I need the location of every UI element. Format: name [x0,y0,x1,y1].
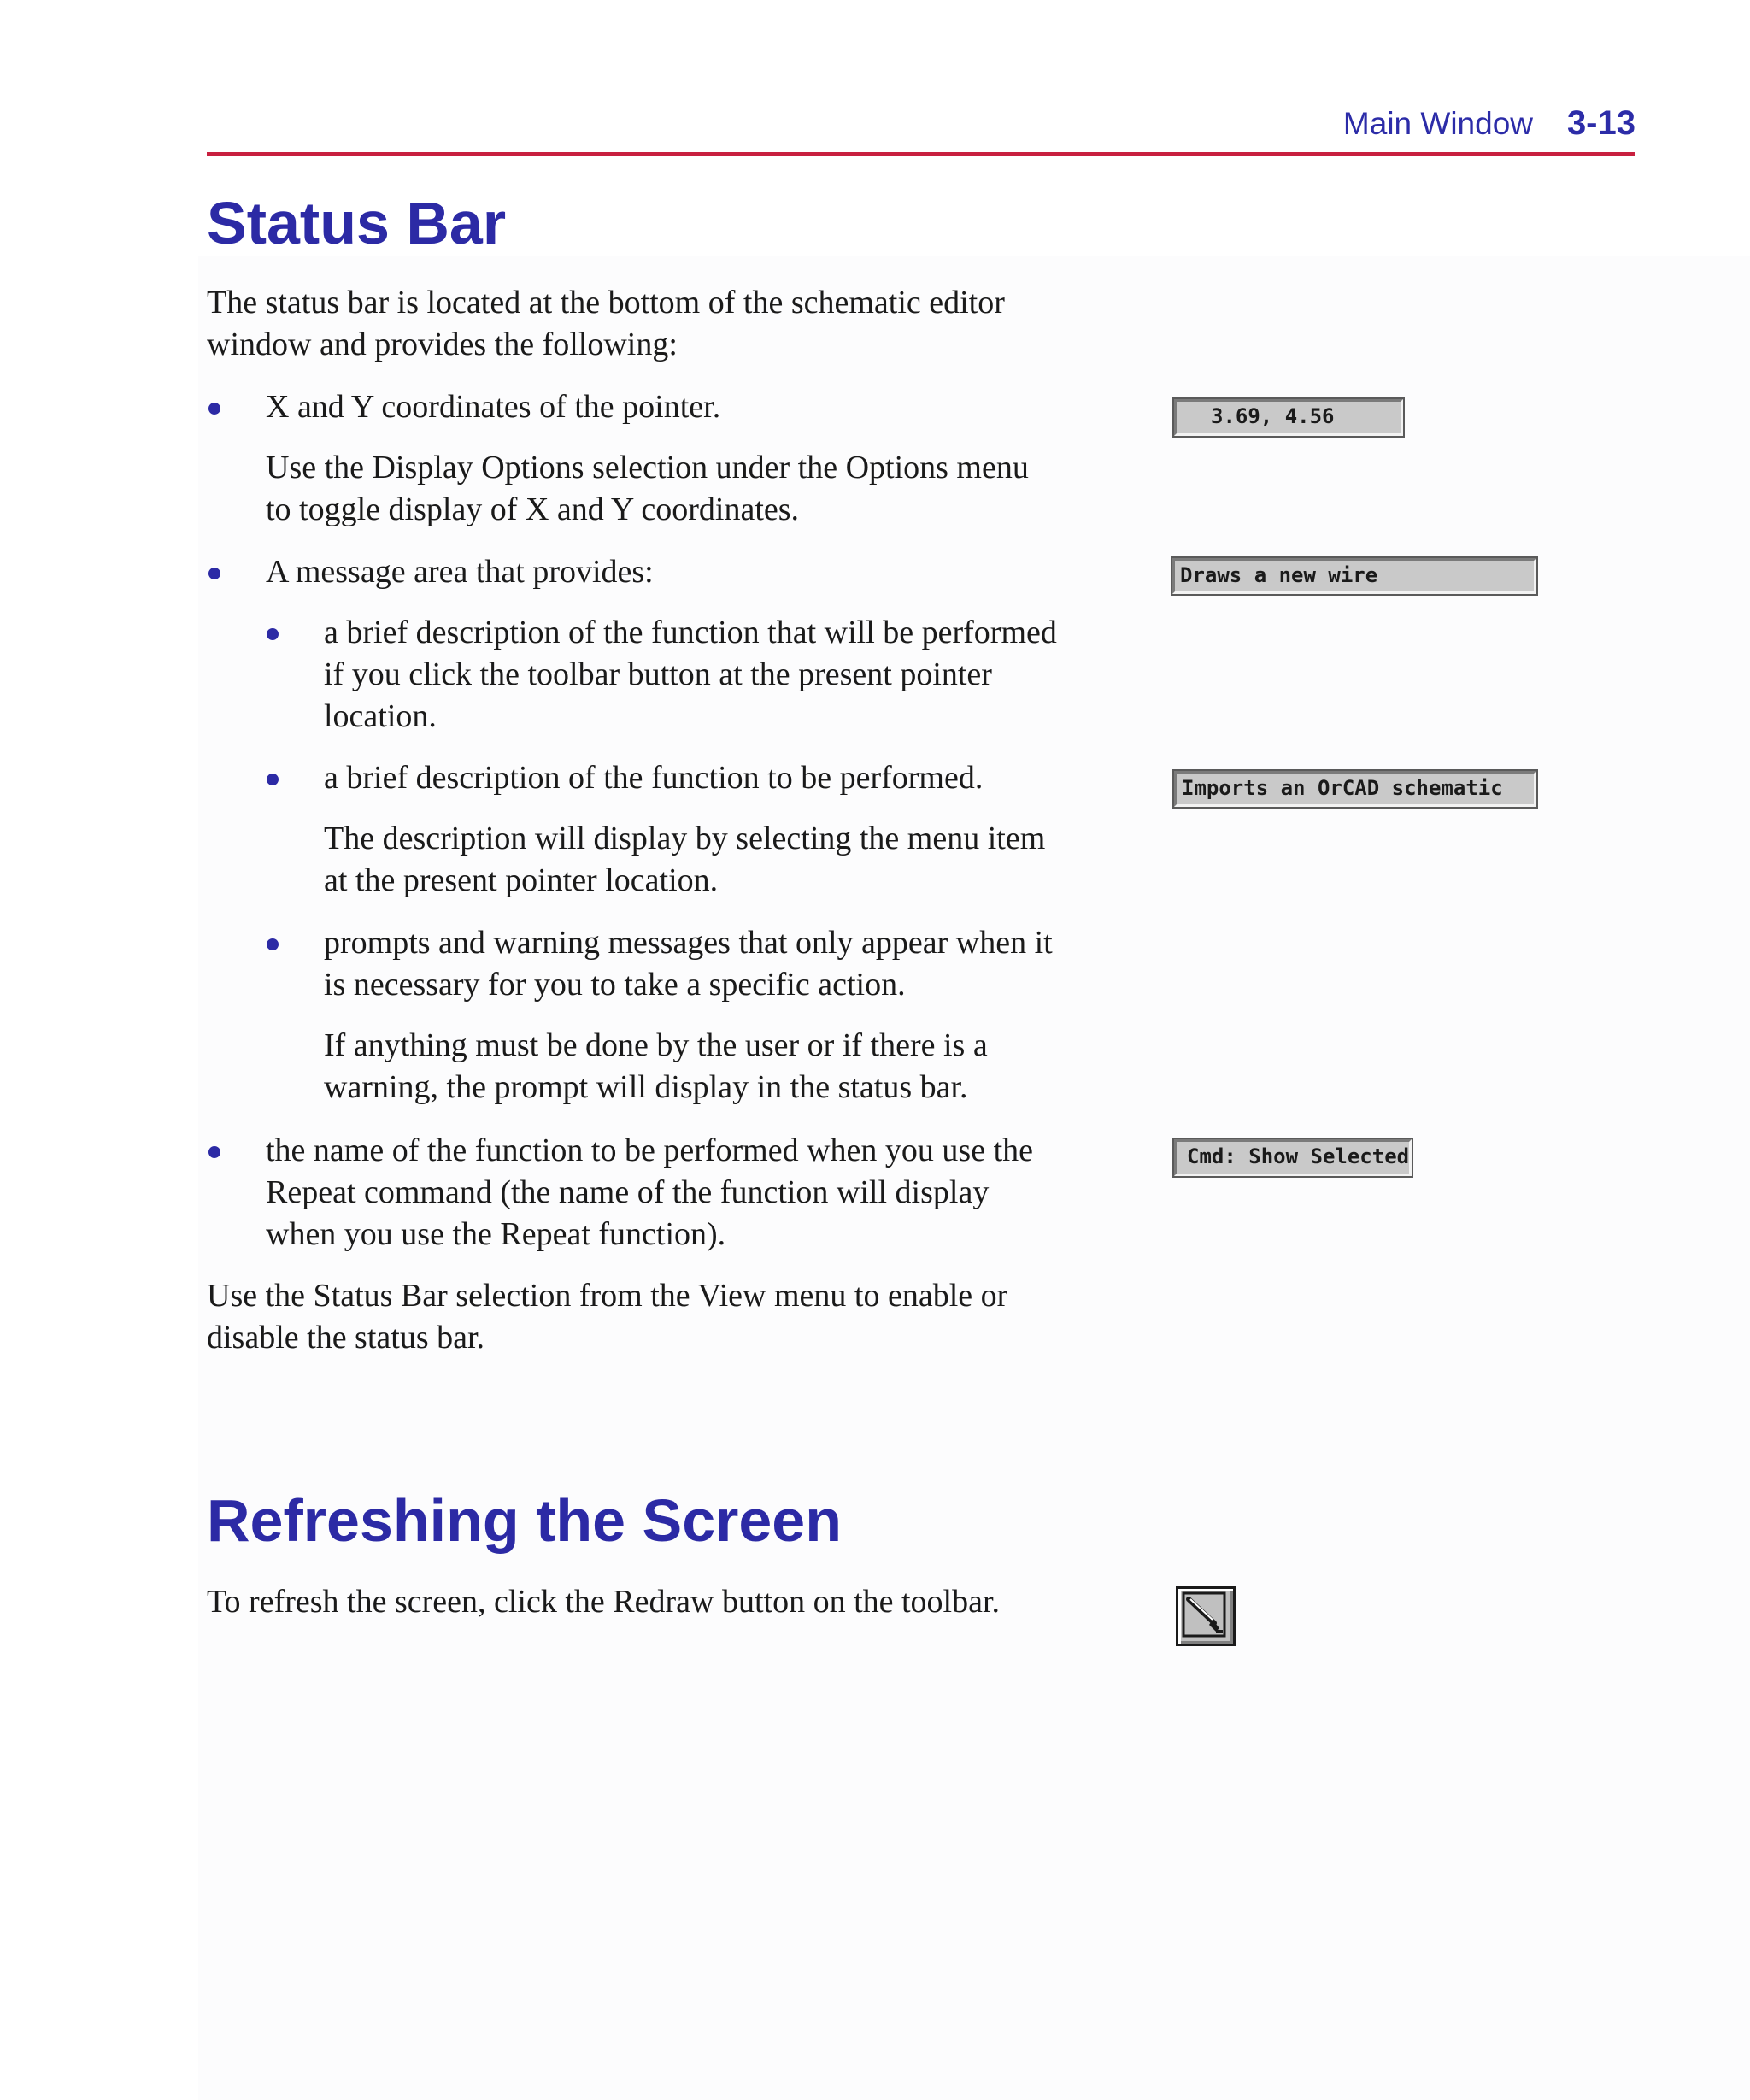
header-page-number: 3-13 [1566,104,1635,142]
bullet-marker [208,1146,220,1158]
sub-menu-note-line-2: at the present pointer location. [324,862,719,898]
bullet-repeat-line-3: when you use the Repeat function). [266,1216,726,1252]
sub-prompts-note-line-1: If anything must be done by the user or if there is a [324,1027,988,1063]
page-header [207,103,1635,156]
sub-bullet-marker [267,774,279,785]
closing-line-1: Use the Status Bar selection from the View menu to enable or [207,1278,1008,1314]
sub-prompts-note-line-2: warning, the prompt will display in the status bar. [324,1069,968,1105]
sub-toolbar-desc-line-3: location. [324,698,437,734]
coordinates-status-pane: 3.69, 4.56 [1174,399,1403,436]
refresh-heading: Refreshing the Screen [207,1487,842,1554]
sub-menu-note-line-1: The description will display by selecting the menu item [324,821,1046,856]
bullet-repeat-line-2: Repeat command (the name of the function will display [266,1174,990,1210]
sub-bullet-marker [267,628,279,640]
import-message-status-pane: Imports an OrCAD schematic [1174,771,1536,807]
bullet-coordinates: X and Y coordinates of the pointer. [266,389,721,425]
coordinates-note-line-2: to toggle display of X and Y coordinates. [266,491,800,527]
sub-bullet-marker [267,938,279,950]
coordinates-note-line-1: Use the Display Options selection under the Options menu [266,450,1029,485]
sub-menu-desc: a brief description of the function to be performed. [324,760,984,796]
wire-message-status-pane: Draws a new wire [1172,558,1536,594]
sub-toolbar-desc-line-1: a brief description of the function that will be performed [324,615,1057,650]
intro-line-2: window and provides the following: [207,326,678,362]
repeat-command-status-pane: Cmd: Show Selected [1174,1139,1412,1176]
redraw-button[interactable] [1176,1586,1236,1646]
closing-line-2: disable the status bar. [207,1320,485,1356]
status-bar-heading: Status Bar [207,190,507,256]
bullet-repeat-line-1: the name of the function to be performed when you use the [266,1132,1033,1168]
bullet-marker [208,403,220,415]
refresh-text: To refresh the screen, click the Redraw button on the toolbar. [207,1584,1001,1620]
header-section-name: Main Window [1342,106,1533,141]
bullet-message-area: A message area that provides: [266,554,654,590]
sub-prompts-line-1: prompts and warning messages that only appear when it [324,925,1053,961]
bullet-marker [208,568,220,579]
redraw-icon [1178,1589,1233,1644]
intro-line-1: The status bar is located at the bottom of the schematic editor [207,285,1005,321]
sub-toolbar-desc-line-2: if you click the toolbar button at the present pointer [324,656,992,692]
sub-prompts-line-2: is necessary for you to take a specific action. [324,967,906,1003]
